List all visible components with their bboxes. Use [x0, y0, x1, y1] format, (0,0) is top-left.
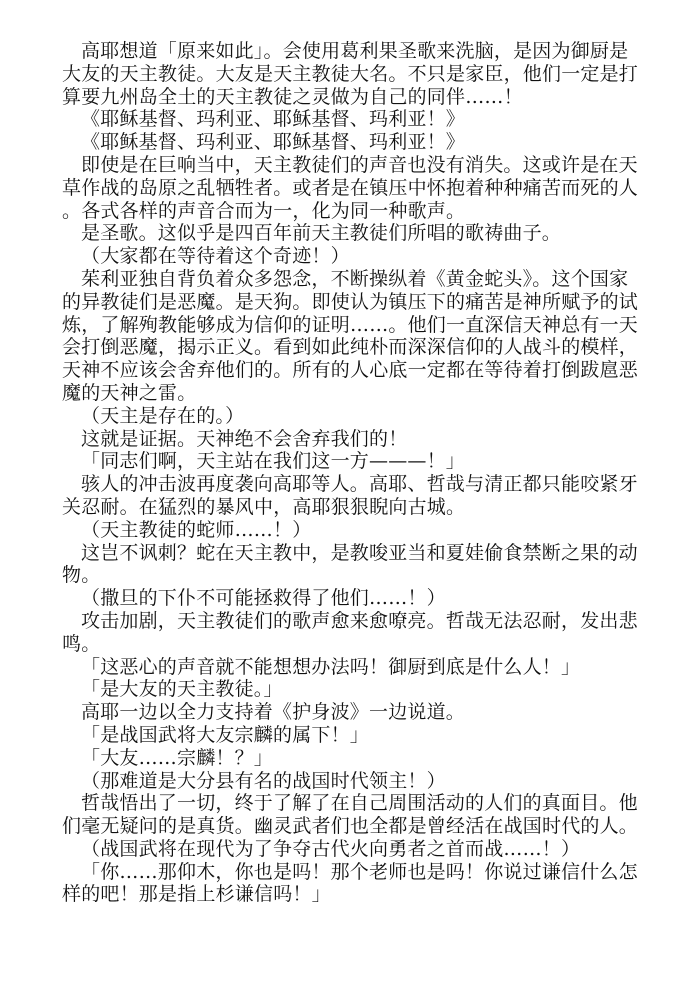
- paragraph-dialogue: 「同志们啊，天主站在我们这一方———！」: [81, 450, 466, 473]
- paragraph: 茱利亚独自背负着众多怨念，不断操纵着《黄金蛇头》。这个国家的异教徒们是恶魔。是天狗。即使认为镇压下的痛苦是神所赋予的试炼，了解殉教能够成为信仰的证明……。他们一直深信天神总有一天会打倒恶魔，揭示正义。看到如此纯朴而深深信仰的人战斗的模样，天神不应该会舍弃他们的。所有的人心底一定都在等待着打倒跋扈恶魔的天神之雷。: [62, 267, 639, 404]
- paragraph-dialogue: 「是大友的天主教徒。」: [81, 678, 283, 701]
- paragraph-chant: 《耶稣基督、玛利亚、耶稣基督、玛利亚！》: [81, 131, 466, 154]
- paragraph: 即使是在巨响当中，天主教徒们的声音也没有消失。这或许是在天草作战的岛原之乱牺牲者。或者是在镇压中怀抱着种种痛苦而死的人。各式各样的声音合而为一，化为同一种歌声。: [62, 153, 639, 222]
- paragraph: 这就是证据。天神绝不会舍弃我们的！: [81, 427, 408, 450]
- paragraph-thought: （那难道是大分县有名的战国时代领主！）: [81, 769, 446, 792]
- paragraph-dialogue: 「这恶心的声音就不能想想办法吗！御厨到底是什么人！」: [81, 655, 581, 678]
- paragraph-thought: （天主是存在的。）: [81, 404, 245, 427]
- paragraph-thought: （天主教徒的蛇师……！）: [81, 518, 312, 541]
- paragraph-thought: （撒旦的下仆不可能拯救得了他们……！）: [81, 587, 446, 610]
- paragraph-dialogue: 「大友……宗麟！？」: [81, 746, 274, 769]
- paragraph: 骇人的冲击波再度袭向高耶等人。高耶、哲哉与清正都只能咬紧牙关忍耐。在猛烈的暴风中，高耶狠狠睨向古城。: [62, 473, 638, 518]
- paragraph-chant: 《耶稣基督、玛利亚、耶稣基督、玛利亚！》: [81, 108, 466, 131]
- paragraph-thought: （战国武将在现代为了争夺古代火向勇者之首而战……！）: [81, 837, 581, 860]
- paragraph: 是圣歌。这似乎是四百年前天主教徒们所唱的歌祷曲子。: [81, 222, 562, 245]
- paragraph: 哲哉悟出了一切，终于了解了在自己周围活动的人们的真面目。他们毫无疑问的是真货。幽灵武者们也全都是曾经活在战国时代的人。: [62, 792, 639, 838]
- paragraph-thought: （大家都在等待着这个奇迹！）: [81, 245, 350, 268]
- paragraph-dialogue: 「你……那仰木，你也是吗！那个老师也是吗！你说过谦信什么怎样的吧！那是指上杉谦信吗！」: [62, 860, 638, 906]
- paragraph-dialogue: 「是战国武将大友宗麟的属下！」: [81, 723, 370, 746]
- paragraph: 高耶想道「原来如此」。会使用葛利果圣歌来洗脑，是因为御厨是大友的天主教徒。大友是天主教徒大名。不只是家臣，他们一定是打算要九州岛全土的天主教徒之灵做为自己的同伴……！: [62, 40, 639, 108]
- document-page: [62, 40, 647, 906]
- paragraph: 攻击加剧，天主教徒们的歌声愈来愈嘹亮。哲哉无法忍耐，发出悲鸣。: [62, 609, 638, 655]
- paragraph: 这岂不讽刺？蛇在天主教中，是教唆亚当和夏娃偷食禁断之果的动物。: [62, 541, 638, 587]
- paragraph: 高耶一边以全力支持着《护身波》一边说道。: [81, 701, 466, 724]
